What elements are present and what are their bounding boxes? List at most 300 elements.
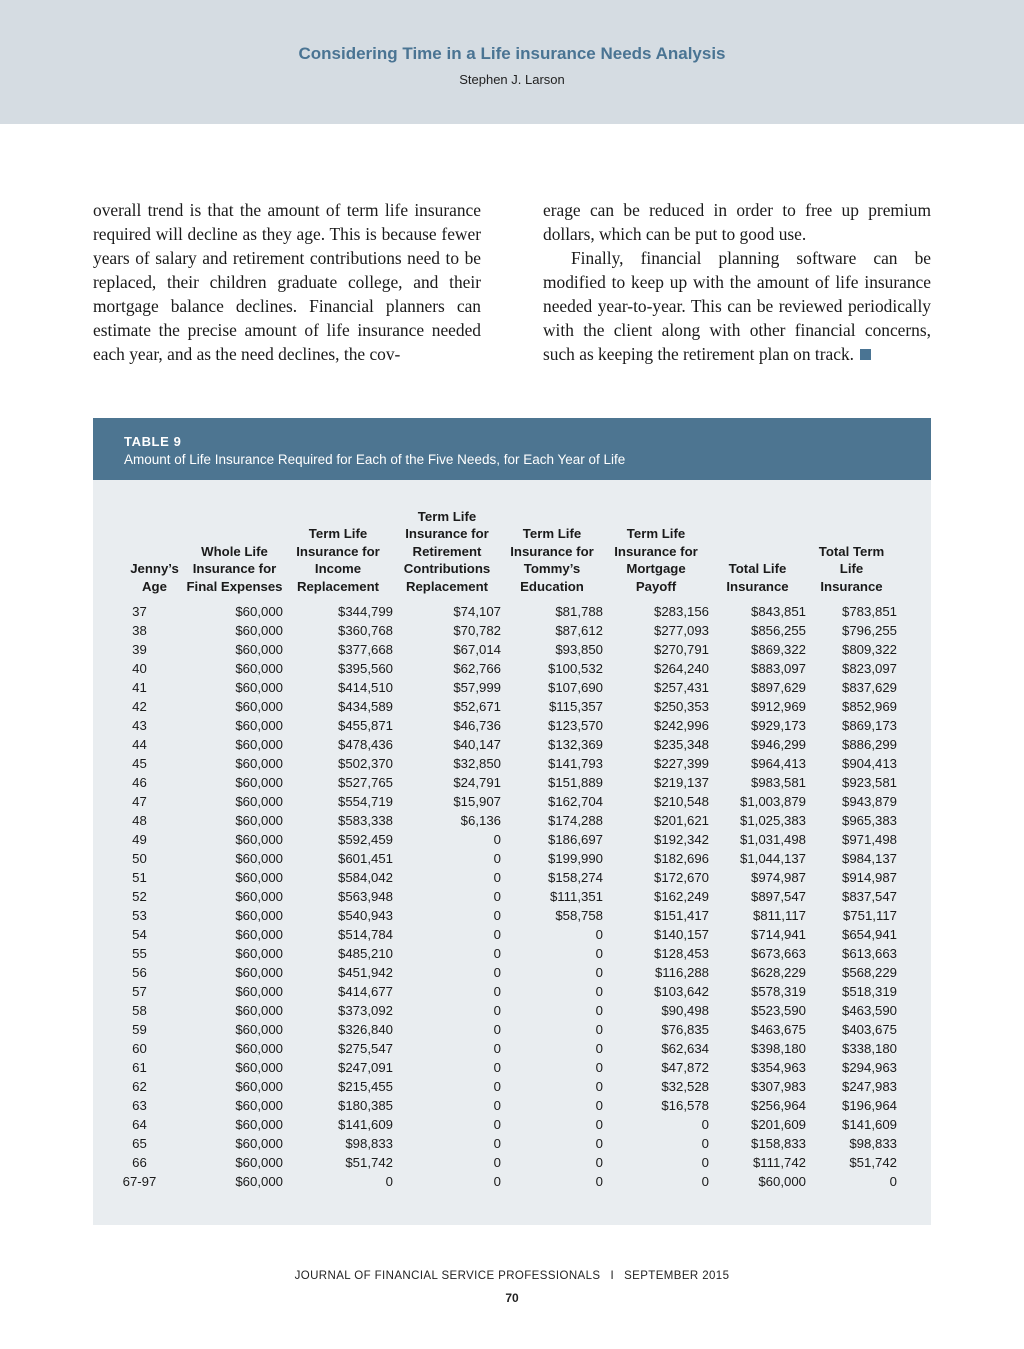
- table-cell: $247,091: [337, 1060, 393, 1076]
- table-cell: 0: [385, 1174, 393, 1190]
- table-cell: 0: [493, 984, 501, 1000]
- table-cell: $215,455: [337, 1079, 393, 1095]
- table-cell: $852,969: [841, 699, 897, 715]
- table-cell: $395,560: [337, 661, 393, 677]
- table-cell: 0: [493, 1003, 501, 1019]
- table-cell: $57,999: [453, 680, 501, 696]
- table-row: [93, 754, 931, 773]
- table-cell: $98,833: [345, 1136, 393, 1152]
- table-cell: $115,357: [548, 699, 603, 715]
- table-row: [93, 811, 931, 830]
- table-cell: 46: [132, 775, 147, 791]
- table-cell: 0: [889, 1174, 897, 1190]
- table-cell: 0: [493, 1155, 501, 1171]
- table-cell: 0: [493, 1117, 501, 1133]
- table-cell: $373,092: [337, 1003, 393, 1019]
- column-header-line: Whole Life: [201, 543, 268, 559]
- table-cell: $796,255: [841, 623, 897, 639]
- table-cell: $60,000: [235, 813, 283, 829]
- table-cell: $93,850: [555, 642, 603, 658]
- table-row: [93, 716, 931, 735]
- column-header-line: Insurance for: [296, 543, 380, 559]
- table-cell: $81,788: [555, 604, 603, 620]
- body-column-right: [543, 198, 931, 366]
- table-cell: $943,879: [841, 794, 897, 810]
- cell-spacer: [897, 1058, 931, 1077]
- table-cell: $60,000: [235, 1060, 283, 1076]
- table-cell: $132,369: [547, 737, 603, 753]
- cell-spacer: [897, 640, 931, 659]
- table-cell: 43: [132, 718, 147, 734]
- cell-spacer: [897, 982, 931, 1001]
- table-cell: $60,000: [235, 1003, 283, 1019]
- table-row: [93, 1153, 931, 1172]
- table-cell: $338,180: [841, 1041, 897, 1057]
- table-cell: $60,000: [235, 775, 283, 791]
- table-cell: $227,399: [653, 756, 709, 772]
- column-header-line: Insurance for: [405, 526, 489, 542]
- table-cell: 0: [493, 1098, 501, 1114]
- table-cell: 0: [493, 1022, 501, 1038]
- table-cell: 0: [493, 889, 501, 905]
- table-cell: 0: [701, 1136, 709, 1152]
- table-row: [93, 640, 931, 659]
- table-cell: $210,548: [653, 794, 709, 810]
- table-cell: $60,000: [235, 832, 283, 848]
- body-column-left: [93, 198, 481, 366]
- table-cell: $62,634: [661, 1041, 709, 1057]
- table-cell: $52,671: [453, 699, 501, 715]
- table-cell: 44: [132, 737, 147, 753]
- table-cell: $984,137: [841, 851, 897, 867]
- cell-spacer: [897, 887, 931, 906]
- table-cell: $463,675: [750, 1022, 806, 1038]
- table-cell: $128,453: [653, 946, 709, 962]
- cell-spacer: [897, 830, 931, 849]
- table-row: [93, 944, 931, 963]
- table-cell: 56: [132, 965, 147, 981]
- table-cell: $377,668: [337, 642, 393, 658]
- column-header-line: Insurance for: [192, 561, 277, 577]
- table-cell: $201,609: [750, 1117, 806, 1133]
- table-cell: $67,014: [453, 642, 501, 658]
- table-row: [93, 773, 931, 792]
- cell-spacer: [897, 1020, 931, 1039]
- table-cell: 0: [493, 1174, 501, 1190]
- table-cell: $294,963: [841, 1060, 897, 1076]
- table-cell: $140,157: [653, 927, 709, 943]
- column-header-line: Insurance: [820, 578, 883, 594]
- table-cell: $60,000: [235, 1022, 283, 1038]
- body-paragraph-text: Finally, financial planning software can be modified to keep up with the amount of life insurance needed year-to-year. This can be reviewed periodically with the client along with other financial concerns, such as keeping the retirement plan on track.: [543, 248, 931, 364]
- table-cell: 0: [493, 851, 501, 867]
- table-cell: $199,990: [547, 851, 603, 867]
- cell-spacer: [897, 1001, 931, 1020]
- table-cell: $414,677: [337, 984, 393, 1000]
- table-cell: 0: [595, 1079, 603, 1095]
- table-cell: $60,000: [235, 680, 283, 696]
- table-cell: $946,299: [750, 737, 806, 753]
- table-cell: $60,000: [235, 1174, 283, 1190]
- table-cell: $32,850: [453, 756, 501, 772]
- table-cell: 0: [595, 1041, 603, 1057]
- table-cell: $116,288: [654, 965, 709, 981]
- body-paragraph-final: [543, 246, 931, 366]
- table-row: [93, 735, 931, 754]
- table-cell: 65: [132, 1136, 147, 1152]
- table-cell: $111,742: [752, 1155, 806, 1171]
- table-cell: $974,987: [750, 870, 806, 886]
- column-header: [709, 508, 806, 602]
- column-header: [93, 508, 186, 602]
- table-cell: 50: [132, 851, 147, 867]
- table-cell: 60: [132, 1041, 147, 1057]
- column-header-line: Income: [314, 561, 362, 577]
- table-cell: $60,000: [235, 965, 283, 981]
- table-row: [93, 1134, 931, 1153]
- table-cell: $583,338: [337, 813, 393, 829]
- table-row: [93, 906, 931, 925]
- table-cell: 62: [132, 1079, 147, 1095]
- cell-spacer: [897, 735, 931, 754]
- table-cell: $60,000: [235, 623, 283, 639]
- cell-spacer: [897, 773, 931, 792]
- table-cell: $897,547: [750, 889, 806, 905]
- table-cell: $16,578: [661, 1098, 709, 1114]
- table-cell: $904,413: [841, 756, 897, 772]
- table-cell: 47: [132, 794, 147, 810]
- table-cell: $929,173: [750, 718, 806, 734]
- table-cell: $158,833: [750, 1136, 806, 1152]
- table-cell: $90,498: [661, 1003, 709, 1019]
- cell-spacer: [897, 868, 931, 887]
- table-cell: $60,000: [235, 908, 283, 924]
- table-cell: $60,000: [758, 1174, 806, 1190]
- table-cell: 37: [132, 604, 147, 620]
- table-cell: 48: [132, 813, 147, 829]
- column-header-line: Insurance: [726, 578, 789, 594]
- table-cell: $869,173: [841, 718, 897, 734]
- table-cell: $811,117: [752, 908, 806, 924]
- table-cell: 64: [132, 1117, 147, 1133]
- column-header-line: Jenny’s: [130, 561, 179, 577]
- table-cell: $502,370: [337, 756, 393, 772]
- table-cell: $70,782: [453, 623, 501, 639]
- table-cell: $186,697: [547, 832, 603, 848]
- table-cell: $654,941: [841, 927, 897, 943]
- table-cell: 0: [493, 870, 501, 886]
- table-cell: $344,799: [337, 604, 393, 620]
- article-title: Considering Time in a Life insurance Needs Analysis: [298, 44, 726, 63]
- table-cell: $40,147: [453, 737, 501, 753]
- cell-spacer: [897, 716, 931, 735]
- table-cell: $1,025,383: [739, 813, 806, 829]
- table-row: [93, 678, 931, 697]
- table-cell: 0: [493, 832, 501, 848]
- table-cell: 54: [132, 927, 147, 943]
- table-cell: $174,288: [547, 813, 603, 829]
- table-cell: 53: [132, 908, 147, 924]
- table-row: [93, 1039, 931, 1058]
- table-cell: $196,964: [841, 1098, 897, 1114]
- table-row: [93, 963, 931, 982]
- table-cell: $158,274: [547, 870, 603, 886]
- cell-spacer: [897, 1077, 931, 1096]
- table-row: [93, 868, 931, 887]
- table-cell: 55: [132, 946, 147, 962]
- table-cell: $1,031,498: [739, 832, 806, 848]
- table-cell: $60,000: [235, 851, 283, 867]
- column-header-line: Term Life: [417, 509, 477, 524]
- end-of-article-mark: [860, 349, 871, 360]
- column-header-line: Tommy’s: [523, 561, 581, 577]
- table-cell: $51,742: [345, 1155, 393, 1171]
- table-rows: [93, 602, 931, 1191]
- table-cell: 0: [493, 946, 501, 962]
- table-cell: $275,547: [337, 1041, 393, 1057]
- table-cell: $60,000: [235, 699, 283, 715]
- table-row: [93, 1172, 931, 1191]
- table-cell: $151,417: [653, 908, 709, 924]
- cell-spacer: [897, 621, 931, 640]
- table-row: [93, 1077, 931, 1096]
- table-cell: 39: [132, 642, 147, 658]
- table-cell: $578,319: [750, 984, 806, 1000]
- table-cell: $60,000: [235, 1041, 283, 1057]
- table-cell: $162,249: [653, 889, 709, 905]
- table-cell: $58,758: [555, 908, 603, 924]
- table-row: [93, 792, 931, 811]
- table-cell: 49: [132, 832, 147, 848]
- table-cell: $283,156: [653, 604, 709, 620]
- table-cell: $47,872: [661, 1060, 709, 1076]
- table-cell: 0: [595, 927, 603, 943]
- table-cell: $523,590: [750, 1003, 806, 1019]
- table-cell: $15,907: [453, 794, 501, 810]
- column-header: [186, 508, 283, 602]
- table-cell: $264,240: [653, 661, 709, 677]
- cell-spacer: [897, 925, 931, 944]
- table-cell: $151,889: [547, 775, 603, 791]
- column-header-line: Final Expenses: [186, 578, 283, 594]
- table-cell: $883,097: [750, 661, 806, 677]
- table-cell: $60,000: [235, 1098, 283, 1114]
- cell-spacer: [897, 849, 931, 868]
- table-cell: $172,670: [653, 870, 709, 886]
- column-header-line: Retirement: [412, 543, 482, 559]
- table-cell: $60,000: [235, 870, 283, 886]
- table-cell: $60,000: [235, 984, 283, 1000]
- table-cell: $485,210: [337, 946, 393, 962]
- page-number: 70: [505, 1291, 519, 1305]
- table-cell: $307,983: [750, 1079, 806, 1095]
- column-header: [806, 508, 897, 602]
- cell-spacer: [897, 1115, 931, 1134]
- table-cell: $837,629: [841, 680, 897, 696]
- table-cell: $912,969: [750, 699, 806, 715]
- column-header-line: Total Term: [818, 543, 885, 559]
- cell-spacer: [897, 1039, 931, 1058]
- table-cell: $514,784: [337, 927, 393, 943]
- table-cell: $60,000: [235, 889, 283, 905]
- table-cell: $463,590: [841, 1003, 897, 1019]
- cell-spacer: [897, 754, 931, 773]
- table-cell: $540,943: [337, 908, 393, 924]
- table-cell: $518,319: [841, 984, 897, 1000]
- table-cell: $897,629: [750, 680, 806, 696]
- table-cell: 63: [132, 1098, 147, 1114]
- table-cell: $964,413: [750, 756, 806, 772]
- cell-spacer: [897, 1153, 931, 1172]
- table-cell: 40: [132, 661, 147, 677]
- table-row: [93, 1001, 931, 1020]
- column-header: [393, 508, 501, 602]
- table-cell: $1,003,879: [739, 794, 806, 810]
- table-cell: $123,570: [547, 718, 603, 734]
- table-cell: $257,431: [653, 680, 709, 696]
- table-body-panel: [93, 480, 931, 1225]
- table-cell: $6,136: [460, 813, 501, 829]
- table-cell: $74,107: [453, 604, 501, 620]
- footer: [0, 1270, 1024, 1282]
- table-cell: 67-97: [122, 1174, 157, 1190]
- table-cell: $60,000: [235, 927, 283, 943]
- table-cell: $141,609: [337, 1117, 393, 1133]
- column-header-line: Mortgage: [626, 561, 686, 577]
- column-header: [501, 508, 603, 602]
- table-cell: $554,719: [337, 794, 393, 810]
- insurance-table: [93, 508, 931, 1191]
- table-cell: $783,851: [841, 604, 897, 620]
- column-header-line: Replacement: [296, 578, 380, 594]
- table-cell: 0: [701, 1155, 709, 1171]
- column-header-line: Insurance for: [614, 543, 698, 559]
- table-cell: $141,793: [547, 756, 603, 772]
- table-cell: $326,840: [337, 1022, 393, 1038]
- table-cell: $60,000: [235, 1155, 283, 1171]
- table-cell: $60,000: [235, 718, 283, 734]
- table-cell: $856,255: [750, 623, 806, 639]
- table-cell: 0: [493, 1041, 501, 1057]
- table-cell: 0: [701, 1174, 709, 1190]
- table-cell: $141,609: [841, 1117, 897, 1133]
- cell-spacer: [897, 792, 931, 811]
- table-cell: 59: [132, 1022, 147, 1038]
- table-cell: $60,000: [235, 1117, 283, 1133]
- column-header-line: Insurance for: [510, 543, 594, 559]
- table-cell: $398,180: [750, 1041, 806, 1057]
- table-cell: 51: [132, 870, 147, 886]
- table-header: [93, 418, 931, 480]
- table-cell: $219,137: [653, 775, 709, 791]
- table-cell: $414,510: [337, 680, 393, 696]
- table-cell: 45: [132, 756, 147, 772]
- table-cell: 0: [493, 1079, 501, 1095]
- article-author: Stephen J. Larson: [459, 72, 565, 87]
- table-cell: $971,498: [841, 832, 897, 848]
- table-cell: $277,093: [653, 623, 709, 639]
- table-cell: $46,736: [453, 718, 501, 734]
- table-cell: $60,000: [235, 1136, 283, 1152]
- table-cell: $60,000: [235, 661, 283, 677]
- table-cell: $256,964: [750, 1098, 806, 1114]
- cell-spacer: [897, 963, 931, 982]
- table-row: [93, 621, 931, 640]
- table-label: TABLE 9: [124, 434, 182, 449]
- table-cell: $843,851: [750, 604, 806, 620]
- table-cell: $235,348: [653, 737, 709, 753]
- table-cell: $76,835: [661, 1022, 709, 1038]
- table-cell: $32,528: [661, 1079, 709, 1095]
- column-header-line: Total Life: [728, 561, 787, 577]
- table-cell: $751,117: [842, 908, 897, 924]
- table-cell: $403,675: [841, 1022, 897, 1038]
- column-header-line: Replacement: [405, 578, 489, 594]
- table-cell: $201,621: [653, 813, 709, 829]
- table-cell: 0: [493, 1136, 501, 1152]
- table-cell: 58: [132, 1003, 147, 1019]
- column-header: [603, 508, 709, 602]
- table-cell: $613,663: [841, 946, 897, 962]
- table-cell: 41: [132, 680, 147, 696]
- table-cell: 0: [493, 1060, 501, 1076]
- table-cell: 0: [595, 965, 603, 981]
- column-header-line: Term Life: [308, 526, 368, 542]
- table-cell: 0: [595, 1022, 603, 1038]
- table-cell: 0: [595, 984, 603, 1000]
- cell-spacer: [897, 906, 931, 925]
- table-cell: $478,436: [337, 737, 393, 753]
- table-cell: 0: [493, 908, 501, 924]
- table-cell: $98,833: [849, 1136, 897, 1152]
- table-cell: $107,690: [547, 680, 603, 696]
- table-cell: 0: [595, 946, 603, 962]
- table-cell: $451,942: [337, 965, 393, 981]
- cell-spacer: [897, 602, 931, 621]
- table-cell: 0: [595, 1060, 603, 1076]
- table-caption: Amount of Life Insurance Required for Each of the Five Needs, for Each Year of Life: [124, 452, 626, 467]
- table-cell: $111,351: [549, 889, 603, 905]
- column-spacer: [897, 508, 931, 602]
- column-header-line: Contributions: [403, 561, 491, 577]
- table-cell: $242,996: [653, 718, 709, 734]
- cell-spacer: [897, 944, 931, 963]
- table-cell: $965,383: [841, 813, 897, 829]
- table-cell: 38: [132, 623, 147, 639]
- column-header-line: Payoff: [635, 578, 677, 594]
- table-row: [93, 830, 931, 849]
- table-cell: $568,229: [841, 965, 897, 981]
- table-cell: $714,941: [750, 927, 806, 943]
- table-cell: $1,044,137: [739, 851, 806, 867]
- table-cell: $628,229: [750, 965, 806, 981]
- column-header-line: Term Life: [626, 526, 686, 542]
- table-row: [93, 1115, 931, 1134]
- table-cell: $180,385: [337, 1098, 393, 1114]
- table-cell: 0: [595, 1155, 603, 1171]
- table-cell: $527,765: [337, 775, 393, 791]
- cell-spacer: [897, 811, 931, 830]
- table-row: [93, 697, 931, 716]
- table-cell: $434,589: [337, 699, 393, 715]
- table-cell: $182,696: [653, 851, 709, 867]
- table-cell: $62,766: [453, 661, 501, 677]
- table-cell: $60,000: [235, 737, 283, 753]
- cell-spacer: [897, 1172, 931, 1191]
- table-cell: $60,000: [235, 794, 283, 810]
- body-paragraph: erage can be reduced in order to free up premium dollars, which can be put to good use.: [543, 200, 931, 244]
- table-cell: $914,987: [841, 870, 897, 886]
